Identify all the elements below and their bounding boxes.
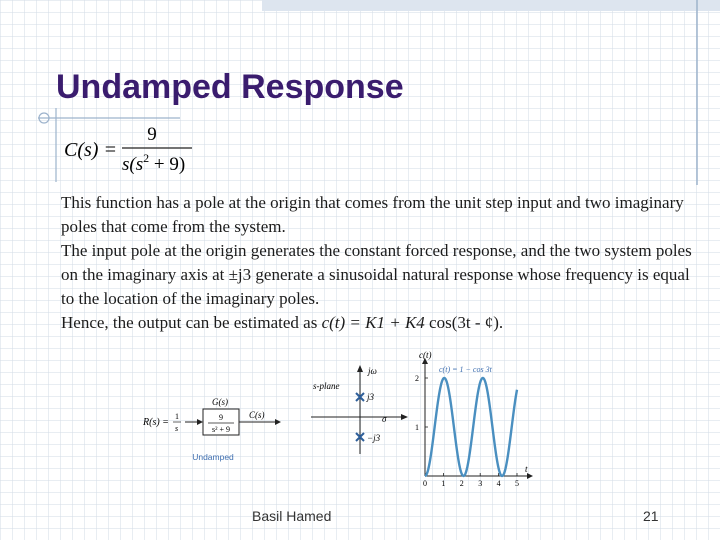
block-den: s² + 9: [211, 425, 231, 434]
response-chart: [405, 348, 535, 488]
paragraph-response: The input pole at the origin generates the constant forced response, and the two system poles on the imaginary axis at ±j3 generate a sinusoidal natural response whose frequency is equal to the location of the imaginary poles.: [61, 241, 692, 308]
y-tick-label: 2: [415, 374, 419, 383]
x-tick-label: 0: [423, 479, 427, 488]
s-plane-diagram: [305, 362, 410, 460]
y-tick-label: 1: [415, 423, 419, 432]
body-text: [61, 191, 701, 335]
page-number: 21: [643, 508, 659, 524]
x-tick-label: 3: [478, 479, 483, 488]
real-axis-label: σ: [382, 414, 387, 424]
slide-title: Undamped Response: [56, 68, 404, 106]
footer-author: Basil Hamed: [252, 508, 332, 524]
chart-x-arrow: [527, 473, 533, 479]
chart-x-label: t: [525, 464, 528, 474]
x-tick-label: 1: [441, 479, 446, 488]
x-tick-label: 4: [496, 479, 501, 488]
input-frac-den: s: [175, 424, 179, 433]
paragraph-poles: This function has a pole at the origin that comes from the unit step input and two imaginary poles that come from the system.: [61, 193, 684, 236]
top-band: [262, 0, 720, 11]
response-formula-tail: cos(3t - ¢).: [424, 313, 504, 332]
imag-axis-label: jω: [368, 366, 377, 376]
eq-numerator: 9: [147, 124, 157, 145]
x-tick-label: 2: [459, 479, 464, 488]
chart-y-label: c(t): [419, 350, 432, 360]
output-label: C(s): [249, 410, 265, 420]
transfer-function: [62, 118, 212, 178]
response-curve: [425, 378, 517, 476]
block-num: 9: [219, 413, 223, 422]
series-label: c(t) = 1 − cos 3t: [439, 365, 492, 374]
diagram-caption: Undamped: [192, 452, 234, 462]
paragraph-hence: Hence, the output can be estimated as c(t) = K1 + K4 cos(3t - ¢).: [61, 313, 504, 332]
x-tick-label: 5: [515, 479, 519, 488]
pole-lower-label: −j3: [367, 433, 381, 443]
eq-lhs: C(s) =: [64, 139, 117, 161]
plane-label: s-plane: [313, 381, 340, 391]
response-formula: c(t) = K1 + K4: [321, 313, 425, 332]
input-frac-num: 1: [175, 412, 179, 421]
eq-denominator: $s(s^2 + 9)$: [122, 151, 186, 175]
pole-upper-label: j3: [367, 392, 375, 402]
block-diagram: [135, 390, 290, 465]
input-label: R(s) =: [143, 417, 169, 428]
block-label: G(s): [212, 397, 228, 407]
